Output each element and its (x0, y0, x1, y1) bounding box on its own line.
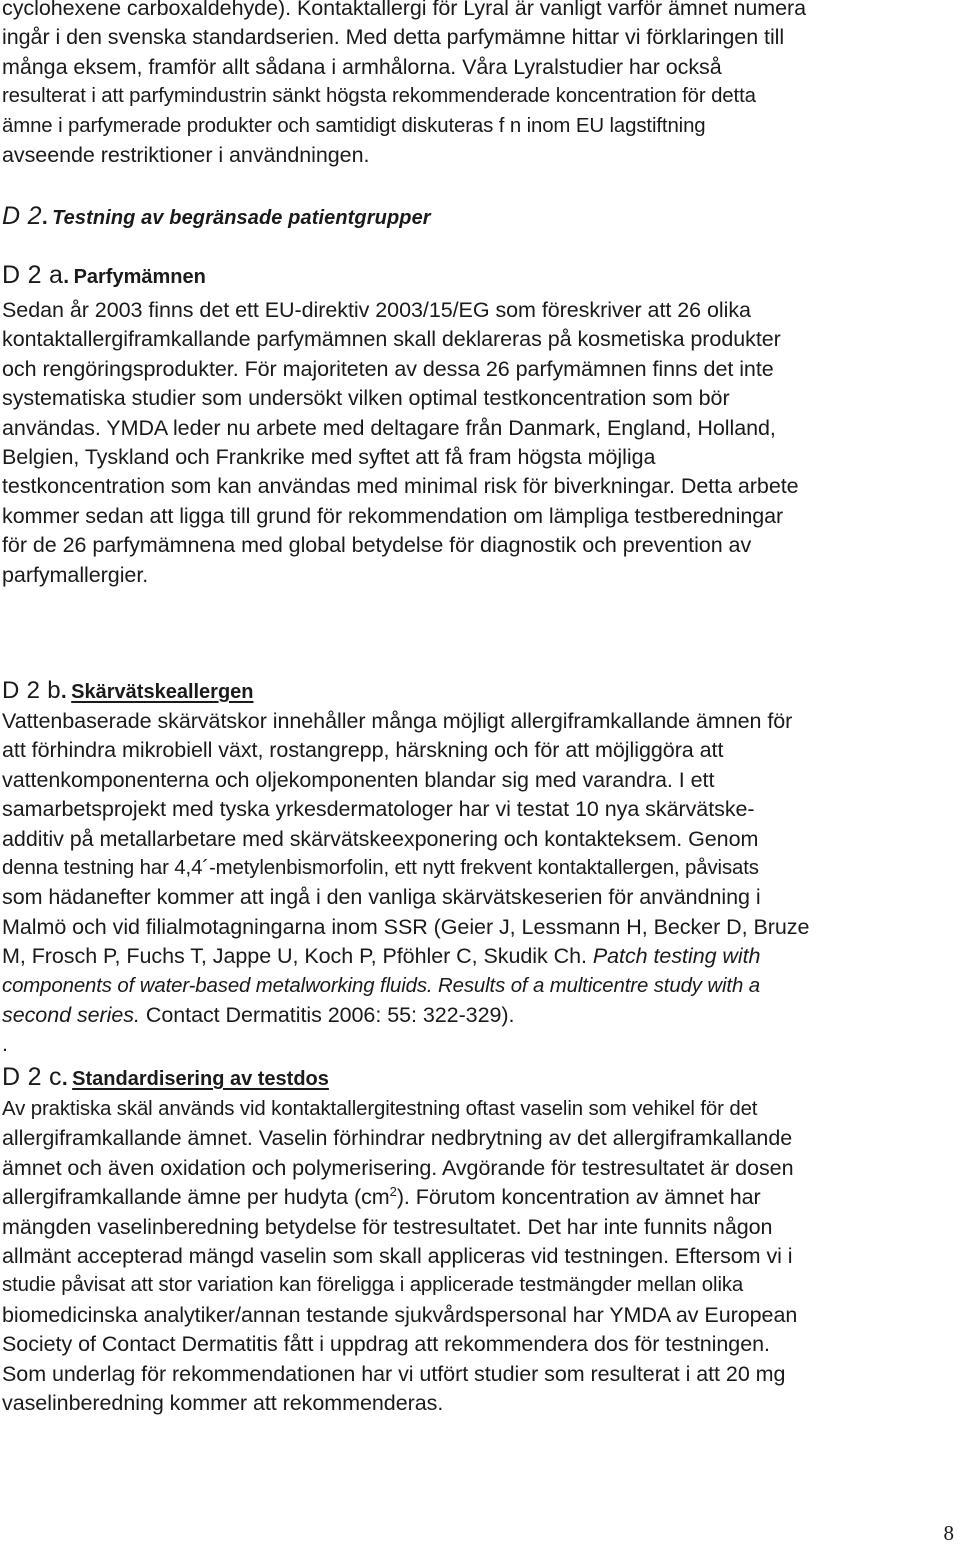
paragraph-d2b (2, 707, 957, 1060)
text-line: cyclohexene carboxaldehyde). Kontaktallergi för Lyral är vanligt varför ämnet numera (2, 0, 807, 20)
text-line (2, 1183, 957, 1212)
text-line: Vattenbaserade skärvätskor innehåller många möjligt allergiframkallande ämnen för (2, 709, 793, 733)
text-line: resulterat i att parfymindustrin sänkt högsta rekommenderade koncentration för detta (2, 85, 756, 108)
text-line: denna testning har 4,4´-metylenbismorfolin, ett nytt frekvent kontaktallergen, påvisats (2, 857, 759, 880)
section-heading-d2b: D 2 b. Skärvätskeallergen (2, 677, 254, 704)
reference-authors: M, Frosch P, Fuchs T, Jappe U, Koch P, Pföhler C, Skudik Ch. (2, 944, 593, 969)
reference-line: components of water-based metalworking fluids. Results of a multicentre study with a (2, 974, 760, 997)
text-line: studie påvisat att stor variation kan föreligga i applicerade testmängder mellan olika (2, 1274, 744, 1297)
section-code: D 2 a (2, 261, 64, 289)
section-code: D 2 c (2, 1063, 62, 1091)
reference-title: Patch testing with (592, 944, 761, 969)
superscript: 2 (389, 1184, 397, 1200)
text-line: vaselinberedning kommer att rekommenderas. (2, 1391, 444, 1416)
intro-paragraph (2, 0, 957, 170)
text-line: för de 26 parfymämnena med global betydelse för diagnostik och prevention av (2, 533, 752, 558)
section-heading-d2: D 2. Testning av begränsade patientgrupper (2, 202, 431, 230)
text-line: Malmö och vid filialmotagningarna inom SSR (Geier J, Lessmann H, Becker D, Bruze (2, 914, 810, 939)
text-line: parfymallergier. (2, 562, 149, 587)
text-line: att förhindra mikrobiell växt, rostangrepp, härskning och för att möjliggöra att (2, 738, 724, 763)
text-fragment: ). Förutom koncentration av ämnet har (396, 1185, 761, 1210)
text-line: samarbetsprojekt med tyska yrkesdermatologer har vi testat 10 nya skärvätske- (2, 797, 755, 822)
section-title: Standardisering av testdos (72, 1068, 329, 1090)
reference-line (2, 942, 957, 971)
text-line: testkoncentration som kan användas med minimal risk för biverkningar. Detta arbete (2, 474, 799, 499)
stray-period: . (2, 1032, 8, 1057)
text-line: Som underlag för rekommendationen har vi utfört studier som resulterat i att 20 mg (2, 1361, 786, 1386)
reference-source: Contact Dermatitis 2006: 55: 322-329). (139, 1003, 515, 1028)
text-line: och rengöringsprodukter. För majoriteten av dessa 26 parfymämnen finns det inte (2, 356, 774, 381)
section-heading-d2a: D 2 a. Parfymämnen (2, 261, 206, 289)
reference-title: second series. (2, 1003, 140, 1028)
text-line: Sedan år 2003 finns det ett EU-direktiv 2003/15/EG som föreskriver att 26 olika (2, 298, 751, 322)
text-line: additiv på metallarbetare med skärvätskeexponering och kontakteksem. Genom (2, 826, 759, 851)
text-line: mängden vaselinberedning betydelse för testresultatet. Det har inte funnits någon (2, 1214, 773, 1239)
text-line: allergiframkallande ämnet. Vaselin förhindrar nedbrytning av det allergiframkallande (2, 1126, 793, 1151)
text-line: ingår i den svenska standardserien. Med detta parfymämne hittar vi förklaringen till (2, 25, 785, 50)
paragraph-d2a (2, 296, 957, 590)
paragraph-d2c (2, 1095, 957, 1418)
text-line: Belgien, Tyskland och Frankrike med syftet att få fram högsta möjliga (2, 445, 656, 470)
text-line: kontaktallergiframkallande parfymämnen skall deklareras på kosmetiska produkter (2, 327, 781, 352)
section-title: Testning av begränsade patientgrupper (52, 207, 431, 229)
text-line: som hädanefter kommer att ingå i den vanliga skärvätskeserien för användning i (2, 885, 761, 910)
text-line: ämnet och även oxidation och polymerisering. Avgörande för testresultatet är dosen (2, 1155, 794, 1180)
text-line: biomedicinska analytiker/annan testande sjukvårdspersonal har YMDA av European (2, 1302, 798, 1327)
text-line: ämne i parfymerade produkter och samtidigt diskuteras f n inom EU lagstiftning (2, 114, 706, 137)
section-heading-d2c: D 2 c. Standardisering av testdos (2, 1063, 329, 1091)
section-code: D 2 b (2, 677, 61, 704)
text-line: användas. YMDA leder nu arbete med deltagare från Danmark, England, Holland, (2, 415, 776, 440)
reference-line (2, 1001, 957, 1030)
page-number: 8 (943, 1521, 954, 1545)
text-line: avseende restriktioner i användningen. (2, 143, 370, 168)
text-line: systematiska studier som undersökt vilken optimal testkoncentration som bör (2, 386, 730, 411)
text-fragment: allergiframkallande ämne per hudyta (cm (2, 1185, 390, 1210)
text-line: Society of Contact Dermatitis fått i uppdrag att rekommendera dos för testningen. (2, 1332, 770, 1357)
text-line: kommer sedan att ligga till grund för rekommendation om lämpliga testberedningar (2, 503, 784, 528)
section-title: Skärvätskeallergen (71, 681, 254, 703)
section-code: D 2 (2, 202, 42, 230)
text-line: många eksem, framför allt sådana i armhålorna. Våra Lyralstudier har också (2, 54, 722, 79)
text-line: Av praktiska skäl används vid kontaktallergitestning oftast vaselin som vehikel för det (2, 1098, 758, 1120)
section-title: Parfymämnen (73, 266, 206, 288)
text-line: vattenkomponenterna och oljekomponenten blandar sig med varandra. I ett (2, 767, 715, 792)
text-line: allmänt accepterad mängd vaselin som skall appliceras vid testningen. Eftersom vi i (2, 1244, 793, 1269)
